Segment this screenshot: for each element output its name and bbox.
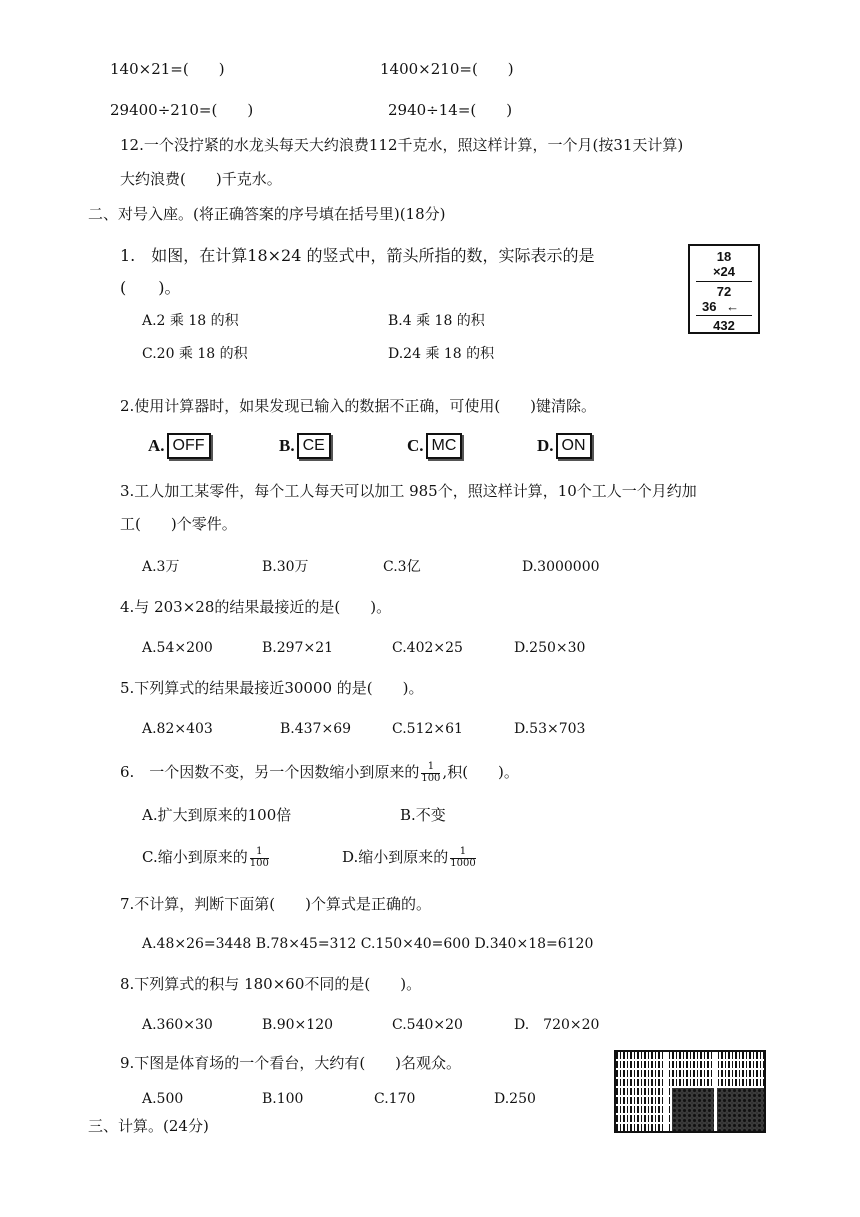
stand-dense-crowd	[672, 1088, 764, 1131]
arrow-left-icon: ←	[726, 299, 740, 314]
q8-option-b: B.90×120	[262, 1017, 334, 1033]
q8-option-d: D. 720×20	[514, 1017, 600, 1033]
q7-options: A.48×26=3448 B.78×45=312 C.150×40=600 D.340×18=6120	[142, 936, 594, 952]
q4-option-b: B.297×21	[262, 640, 334, 656]
q6-option-c-denominator: 100	[249, 857, 269, 869]
q3-line2: 工( )个零件。	[120, 515, 237, 533]
q9-text: 9.下图是体育场的一个看台，大约有( )名观众。	[120, 1054, 462, 1072]
q8-option-a: A.360×30	[142, 1017, 213, 1033]
calc-item-1: 140×21=( )	[110, 60, 225, 78]
figure-multiplier: ×24	[712, 264, 736, 279]
q1-option-c: C.20 乘 18 的积	[142, 346, 248, 362]
q6-option-d-denominator: 1000	[450, 857, 476, 869]
q1-line2: ( )。	[120, 278, 181, 297]
q2-option-b	[279, 433, 331, 459]
calc-item-4: 2940÷14=( )	[388, 101, 513, 119]
calc-item-3: 29400÷210=( )	[110, 101, 254, 119]
q3-line1: 3.工人加工某零件，每个工人每天可以加工 985个，照这样计算，10个工人一个月约加	[120, 482, 697, 500]
q5-option-a: A.82×403	[142, 721, 213, 737]
q4-option-c: C.402×25	[392, 640, 463, 656]
q9-option-c: C.170	[374, 1091, 416, 1107]
q5-option-b: B.437×69	[280, 721, 352, 737]
q2-option-a	[148, 433, 211, 459]
q6-fraction-numerator: 1	[421, 762, 440, 774]
figure-product: 432	[713, 318, 735, 333]
q1-option-a: A.2 乘 18 的积	[142, 313, 239, 329]
mc-key-icon: MC	[426, 433, 463, 459]
q5-option-d: D.53×703	[514, 721, 586, 737]
q1-option-b: B.4 乘 18 的积	[388, 313, 485, 329]
q2-option-c	[407, 433, 462, 459]
q6-fraction-denominator: 100	[421, 772, 441, 784]
section2-heading: 二、对号入座。(将正确答案的序号填在括号里)(18分)	[88, 205, 446, 223]
q6-option-b: B.不变	[400, 806, 446, 824]
q2-option-d-label: D.	[537, 436, 554, 455]
q8-option-c: C.540×20	[392, 1017, 463, 1033]
stadium-stand-image	[614, 1050, 766, 1133]
figure-multiplicand: 18	[716, 249, 732, 264]
q6-option-d-text: D.缩小到原来的	[342, 848, 449, 866]
q6-option-c-numerator: 1	[250, 847, 269, 859]
q12-line2: 大约浪费( )千克水。	[120, 170, 282, 188]
q3-option-d: D.3000000	[522, 559, 600, 575]
off-key-icon: OFF	[167, 433, 211, 459]
q9-option-d: D.250	[494, 1091, 536, 1107]
figure-partial-1: 72	[716, 284, 732, 299]
q2-option-b-label: B.	[279, 436, 295, 455]
figure-rule-2	[696, 315, 752, 316]
figure-rule-1	[696, 281, 752, 282]
q3-option-a: A.3万	[142, 559, 180, 575]
q7-text: 7.不计算，判断下面第( )个算式是正确的。	[120, 895, 432, 913]
q6-fraction	[421, 762, 440, 784]
section3-heading: 三、计算。(24分)	[88, 1117, 209, 1135]
q2-option-a-label: A.	[148, 436, 165, 455]
q4-option-a: A.54×200	[142, 640, 213, 656]
stand-aisle-1	[664, 1052, 667, 1131]
q6-text-before: 6. 一个因数不变，另一个因数缩小到原来的	[120, 763, 420, 781]
vertical-multiplication-figure	[688, 244, 760, 334]
q9-option-b: B.100	[262, 1091, 304, 1107]
q5-option-c: C.512×61	[392, 721, 463, 737]
on-key-icon: ON	[556, 433, 592, 459]
q6-text-after: ,积( )。	[442, 763, 519, 781]
q1-line1: 1. 如图，在计算18×24 的竖式中，箭头所指的数，实际表示的是	[120, 246, 595, 265]
q6-option-c-fraction	[250, 847, 269, 869]
ce-key-icon: CE	[297, 433, 331, 459]
q12-line1: 12.一个没拧紧的水龙头每天大约浪费112千克水，照这样计算，一个月(按31天计算)	[120, 136, 684, 154]
q8-text: 8.下列算式的积与 180×60不同的是( )。	[120, 975, 422, 993]
q4-text: 4.与 203×28的结果最接近的是( )。	[120, 598, 392, 616]
q6-option-d	[342, 847, 478, 869]
q5-text: 5.下列算式的结果最接近30000 的是( )。	[120, 679, 424, 697]
q6-option-c-text: C.缩小到原来的	[142, 848, 248, 866]
figure-partial-2-value: 36	[702, 299, 717, 314]
q6-option-d-numerator: 1	[450, 847, 475, 859]
q6-option-c	[142, 847, 271, 869]
q6-text	[120, 762, 519, 784]
figure-partial-2	[702, 299, 770, 314]
stand-aisle-2	[714, 1052, 717, 1131]
q2-option-c-label: C.	[407, 436, 424, 455]
q3-option-b: B.30万	[262, 559, 309, 575]
calc-item-2: 1400×210=( )	[380, 60, 514, 78]
q2-text: 2.使用计算器时，如果发现已输入的数据不正确，可使用( )键清除。	[120, 397, 597, 415]
q3-option-c: C.3亿	[383, 559, 421, 575]
q4-option-d: D.250×30	[514, 640, 586, 656]
q6-option-d-fraction	[450, 847, 475, 869]
q2-option-d	[537, 433, 592, 459]
q9-option-a: A.500	[142, 1091, 184, 1107]
q1-option-d: D.24 乘 18 的积	[388, 346, 495, 362]
q6-option-a: A.扩大到原来的100倍	[142, 806, 292, 824]
